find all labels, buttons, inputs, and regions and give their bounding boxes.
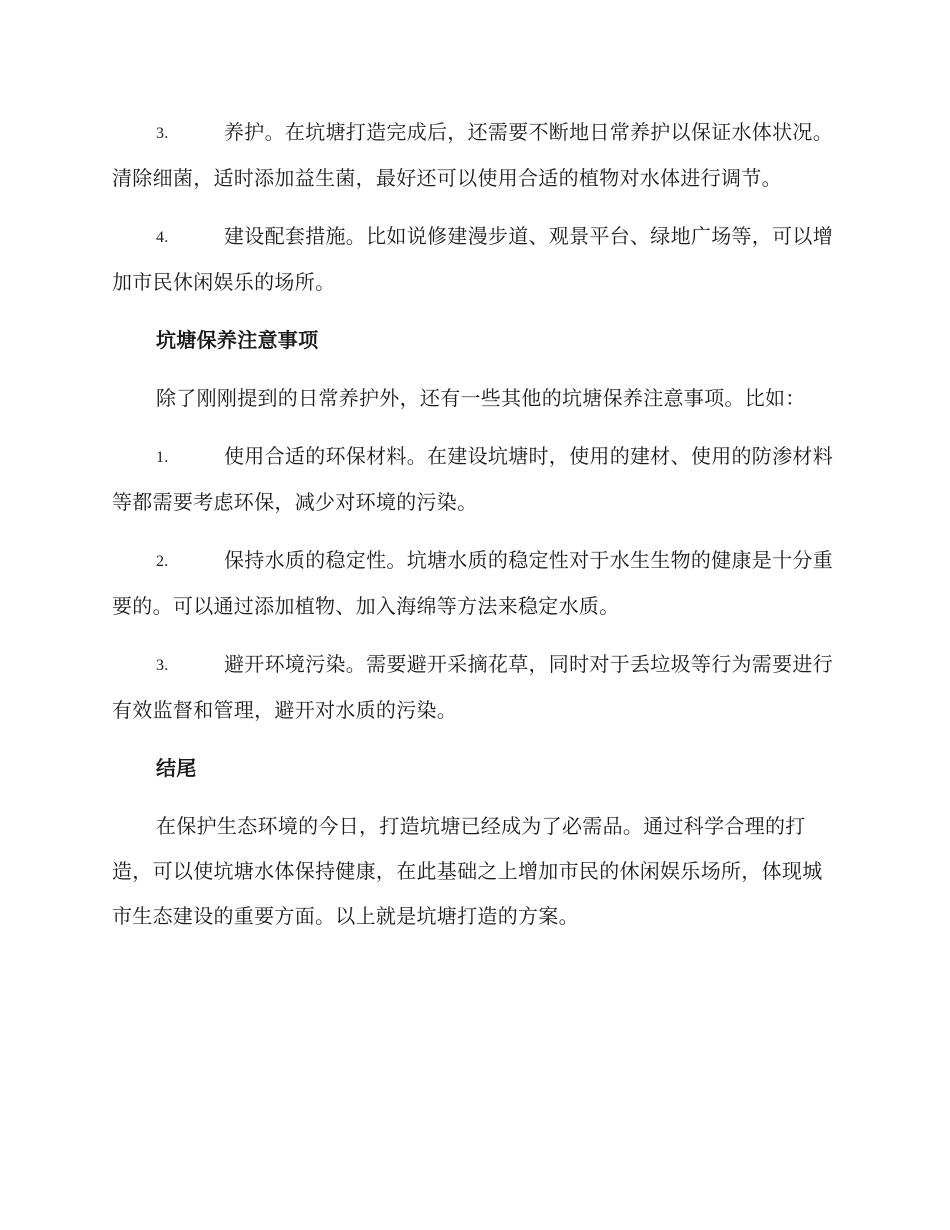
- maintenance-intro-paragraph: 除了刚刚提到的日常养护外，还有一些其他的坑塘保养注意事项。比如：: [156, 386, 806, 410]
- list-number: 2.: [156, 553, 169, 570]
- section-heading-maintenance: 坑塘保养注意事项: [156, 328, 319, 352]
- section-heading-conclusion: 结尾: [156, 756, 197, 780]
- list-item-text: 使用合适的环保材料。在建设坑塘时，使用的建材、使用的防渗材料等都需要考虑环保，减少对环境的污染。: [112, 444, 833, 514]
- conclusion-paragraph: 在保护生态环境的今日，打造坑塘已经成为了必需品。通过科学合理的打造，可以使坑塘水体保持健康，在此基础之上增加市民的休闲娱乐场所，体现城市生态建设的重要方面。以上就是坑塘打造的方案。: [112, 814, 823, 928]
- list-item: [112, 538, 834, 629]
- list-number: 3.: [156, 125, 169, 142]
- list-item-text: 保持水质的稳定性。坑塘水质的稳定性对于水生生物的健康是十分重要的。可以通过添加植物、加入海绵等方法来稳定水质。: [112, 548, 833, 618]
- list-item-text: 建设配套措施。比如说修建漫步道、观景平台、绿地广场等，可以增加市民休闲娱乐的场所。: [112, 224, 833, 294]
- list-number: 4.: [156, 229, 169, 246]
- list-item: [112, 434, 834, 525]
- list-number: 3.: [156, 657, 169, 674]
- list-item: [112, 110, 834, 201]
- list-item: [112, 642, 834, 733]
- list-item-text: 避开环境污染。需要避开采摘花草，同时对于丢垃圾等行为需要进行有效监督和管理，避开对水质的污染。: [112, 652, 833, 722]
- list-item: [112, 214, 834, 305]
- document-body: [112, 110, 834, 952]
- list-item-text: 养护。在坑塘打造完成后，还需要不断地日常养护以保证水体状况。清除细菌，适时添加益生菌，最好还可以使用合适的植物对水体进行调节。: [112, 120, 833, 190]
- list-number: 1.: [156, 449, 169, 466]
